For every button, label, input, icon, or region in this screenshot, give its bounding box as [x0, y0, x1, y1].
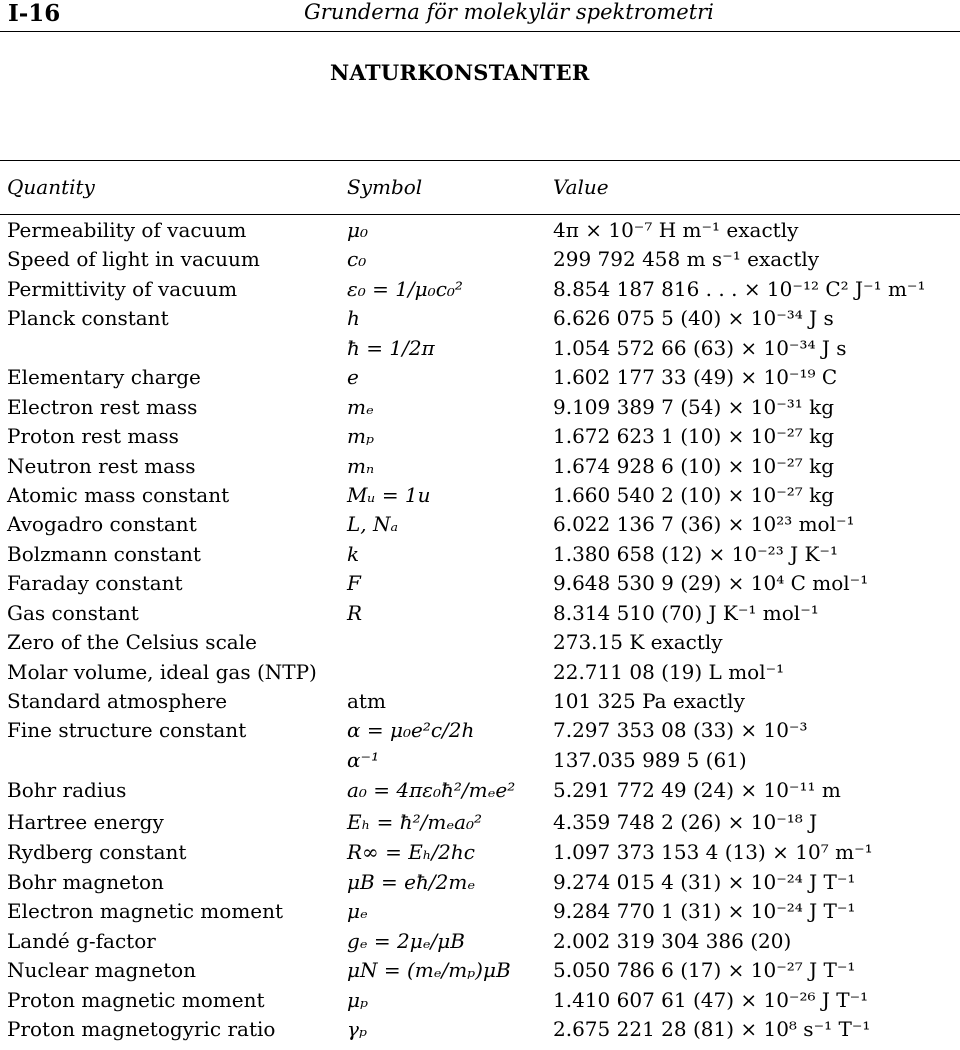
quantity-cell: Bohr magneton [7, 869, 164, 894]
table-header-rule [0, 214, 960, 215]
table-row [0, 927, 960, 956]
table-row [0, 393, 960, 422]
value-cell: 9.274 015 4 (31) × 10⁻²⁴ J T⁻¹ [553, 869, 856, 894]
symbol-cell: μ₀ [347, 218, 369, 242]
table-row [0, 807, 960, 839]
value-cell: 1.672 623 1 (10) × 10⁻²⁷ kg [553, 424, 835, 449]
table-row [0, 481, 960, 510]
quantity-cell: Proton rest mass [7, 424, 179, 449]
constants-table [0, 216, 960, 1044]
column-header-value: Value [553, 175, 609, 199]
symbol-cell: μₚ [347, 987, 368, 1012]
quantity-cell: Electron magnetic moment [7, 899, 284, 924]
quantity-cell: Electron rest mass [7, 394, 198, 419]
column-header-quantity: Quantity [7, 175, 95, 199]
table-row [0, 628, 960, 657]
symbol-cell: gₑ = 2μₑ/μB [347, 928, 465, 953]
symbol-cell: Mᵤ = 1u [347, 482, 431, 507]
symbol-cell: α = μ₀e²c/2h [347, 718, 475, 743]
quantity-cell: Elementary charge [7, 365, 201, 390]
table-top-rule [0, 160, 960, 161]
quantity-cell: Permeability of vacuum [7, 218, 247, 242]
table-row [0, 599, 960, 628]
symbol-cell: α⁻¹ [347, 747, 380, 772]
symbol-cell: μₑ [347, 899, 368, 924]
quantity-cell: Standard atmosphere [7, 689, 228, 713]
value-cell: 6.626 075 5 (40) × 10⁻³⁴ J s [553, 306, 834, 331]
table-row [0, 452, 960, 481]
symbol-cell: μN = (mₑ/mₚ)μB [347, 958, 511, 983]
symbol-cell: h [347, 306, 360, 331]
quantity-cell: Gas constant [7, 600, 139, 625]
value-cell: 1.054 572 66 (63) × 10⁻³⁴ J s [553, 335, 847, 360]
value-cell: 4.359 748 2 (26) × 10⁻¹⁸ J [553, 809, 818, 834]
quantity-cell: Molar volume, ideal gas (NTP) [7, 659, 317, 684]
table-row [0, 986, 960, 1015]
table-row [0, 245, 960, 274]
value-cell: 4π × 10⁻⁷ H m⁻¹ exactly [553, 218, 799, 242]
symbol-cell: R∞ = Eₕ/2hc [347, 840, 475, 865]
symbol-cell: atm [347, 689, 386, 713]
value-cell: 9.109 389 7 (54) × 10⁻³¹ kg [553, 394, 835, 419]
value-cell: 137.035 989 5 (61) [553, 747, 747, 772]
page-header [0, 0, 960, 30]
table-row [0, 510, 960, 539]
quantity-cell: Proton magnetogyric ratio [7, 1016, 276, 1041]
symbol-cell: k [347, 541, 360, 566]
value-cell: 8.314 510 (70) J K⁻¹ mol⁻¹ [553, 600, 819, 625]
quantity-cell: Landé g-factor [7, 928, 156, 953]
table-row [0, 746, 960, 775]
value-cell: 9.284 770 1 (31) × 10⁻²⁴ J T⁻¹ [553, 899, 856, 924]
symbol-cell: R [347, 600, 363, 625]
quantity-cell: Bolzmann constant [7, 541, 201, 566]
symbol-cell: e [347, 365, 359, 390]
value-cell: 1.660 540 2 (10) × 10⁻²⁷ kg [553, 482, 835, 507]
value-cell: 273.15 K exactly [553, 630, 723, 655]
quantity-cell: Speed of light in vacuum [7, 247, 260, 272]
quantity-cell: Proton magnetic moment [7, 987, 265, 1012]
table-row [0, 897, 960, 926]
quantity-cell: Rydberg constant [7, 840, 187, 865]
value-cell: 9.648 530 9 (29) × 10⁴ C mol⁻¹ [553, 571, 869, 596]
table-row [0, 334, 960, 363]
symbol-cell: μB = eħ/2mₑ [347, 869, 476, 894]
value-cell: 1.097 373 153 4 (13) × 10⁷ m⁻¹ [553, 840, 873, 865]
quantity-cell: Atomic mass constant [7, 482, 230, 507]
value-cell: 5.291 772 49 (24) × 10⁻¹¹ m [553, 778, 841, 803]
value-cell: 22.711 08 (19) L mol⁻¹ [553, 659, 785, 684]
table-row [0, 1015, 960, 1044]
table-row [0, 540, 960, 569]
table-row [0, 956, 960, 985]
column-header-symbol: Symbol [347, 175, 423, 199]
value-cell: 2.002 319 304 386 (20) [553, 928, 792, 953]
value-cell: 1.674 928 6 (10) × 10⁻²⁷ kg [553, 453, 835, 478]
table-row [0, 775, 960, 807]
table-row [0, 275, 960, 304]
quantity-cell: Avogadro constant [7, 512, 197, 537]
quantity-cell: Nuclear magneton [7, 958, 197, 983]
symbol-cell: mₑ [347, 394, 374, 419]
symbol-cell: mₙ [347, 453, 375, 478]
value-cell: 1.380 658 (12) × 10⁻²³ J K⁻¹ [553, 541, 838, 566]
table-row [0, 304, 960, 333]
symbol-cell: mₚ [347, 424, 374, 449]
symbol-cell: F [347, 571, 361, 596]
value-cell: 299 792 458 m s⁻¹ exactly [553, 247, 820, 272]
quantity-cell: Neutron rest mass [7, 453, 196, 478]
quantity-cell: Planck constant [7, 306, 169, 331]
quantity-cell: Permittivity of vacuum [7, 276, 238, 301]
value-cell: 1.602 177 33 (49) × 10⁻¹⁹ C [553, 365, 838, 390]
quantity-cell: Fine structure constant [7, 718, 247, 743]
page-title: NATURKONSTANTER [330, 60, 590, 85]
table-row [0, 658, 960, 687]
value-cell: 5.050 786 6 (17) × 10⁻²⁷ J T⁻¹ [553, 958, 856, 983]
header-rule [0, 31, 960, 32]
page-id: I-16 [8, 0, 61, 27]
value-cell: 2.675 221 28 (81) × 10⁸ s⁻¹ T⁻¹ [553, 1016, 871, 1041]
table-row [0, 868, 960, 897]
symbol-cell: a₀ = 4πε₀ħ²/mₑe² [347, 778, 516, 803]
quantity-cell: Faraday constant [7, 571, 183, 596]
value-cell: 1.410 607 61 (47) × 10⁻²⁶ J T⁻¹ [553, 987, 869, 1012]
symbol-cell: γₚ [347, 1016, 367, 1041]
value-cell: 6.022 136 7 (36) × 10²³ mol⁻¹ [553, 512, 855, 537]
table-row [0, 716, 960, 745]
value-cell: 101 325 Pa exactly [553, 689, 745, 713]
symbol-cell: c₀ [347, 247, 367, 272]
table-row [0, 216, 960, 245]
symbol-cell: Eₕ = ħ²/mₑa₀² [347, 809, 483, 834]
value-cell: 7.297 353 08 (33) × 10⁻³ [553, 718, 808, 743]
running-title: Grunderna för molekylär spektrometri [304, 0, 714, 24]
table-row [0, 838, 960, 867]
table-row [0, 422, 960, 451]
quantity-cell: Zero of the Celsius scale [7, 630, 257, 655]
symbol-cell: L, Nₐ [347, 512, 399, 537]
quantity-cell: Bohr radius [7, 778, 127, 803]
value-cell: 8.854 187 816 . . . × 10⁻¹² C² J⁻¹ m⁻¹ [553, 276, 926, 301]
table-row [0, 687, 960, 716]
symbol-cell: ħ = 1/2π [347, 335, 435, 360]
table-row [0, 363, 960, 392]
quantity-cell: Hartree energy [7, 809, 164, 834]
symbol-cell: ε₀ = 1/μ₀c₀² [347, 276, 463, 301]
table-row [0, 569, 960, 598]
